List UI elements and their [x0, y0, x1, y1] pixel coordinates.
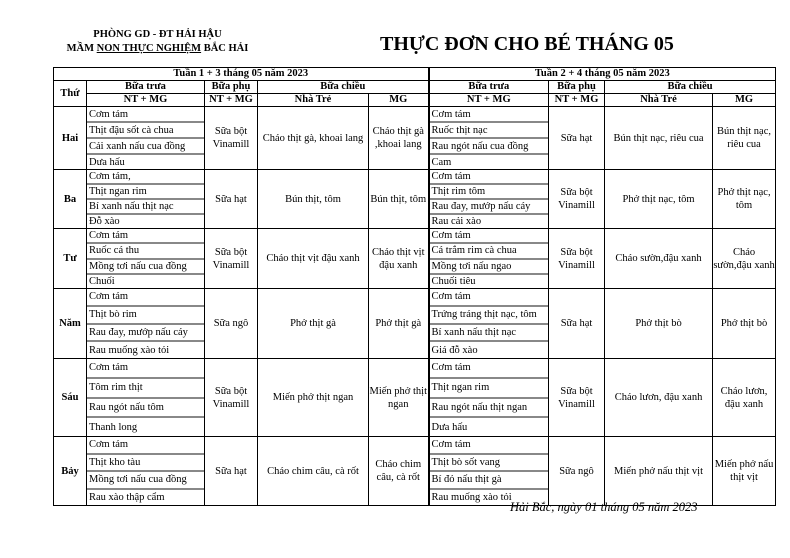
lunch-cell: [87, 107, 205, 170]
school-name-part: BẮC HẢI: [201, 43, 249, 54]
table-row: [54, 437, 776, 506]
lunch-item: Cải xanh nấu cua đồng: [87, 139, 204, 155]
department-name: PHÒNG GD - ĐT HẢI HẬU: [93, 29, 222, 40]
day-label: Tư: [54, 229, 87, 289]
lunch-cell: [429, 229, 549, 289]
col-lunch: Bữa trưa: [429, 81, 549, 94]
lunch-cell: [87, 437, 205, 506]
school-name-part: MẦM: [66, 43, 97, 54]
lunch-cell: [87, 170, 205, 229]
col-snack: Bữa phụ: [549, 81, 605, 94]
signature-date: Hải Bắc, ngày 01 tháng 05 năm 2023: [510, 500, 698, 514]
snack-cell: Sữa ngô: [205, 289, 258, 359]
lunch-item: Dưa hấu: [431, 421, 468, 433]
col-lunch: Bữa trưa: [87, 81, 205, 94]
lunch-item: Rau đay, mướp nấu cáy: [430, 200, 549, 215]
lunch-cell: [429, 107, 549, 170]
lunch-item: Cá trắm rim cà chua: [430, 244, 549, 259]
lunch-item: Cam: [431, 156, 452, 168]
snack-cell: Sữa hạt: [205, 437, 258, 506]
lunch-cell: [429, 437, 549, 506]
lunch-item: Bí xanh nấu thịt nạc: [87, 200, 204, 215]
table-row: [54, 229, 776, 289]
nha-tre-cell: Cháo thịt vịt đậu xanh: [258, 229, 369, 289]
lunch-item: Cơm tám: [430, 170, 549, 185]
sub-mg: MG: [713, 94, 776, 107]
lunch-item: Dưa hấu: [89, 156, 125, 168]
lunch-item: Mồng tơi nấu cua đồng: [87, 260, 204, 275]
lunch-cell: [429, 170, 549, 229]
mg-cell: Cháo chim câu, cà rốt: [369, 437, 429, 506]
lunch-item: Rau ngót nấu tôm: [87, 399, 204, 419]
lunch-item: Cơm tám: [87, 437, 204, 455]
sub-nt-mg: NT + MG: [87, 94, 205, 107]
nha-tre-cell: Phở thịt nạc, tôm: [605, 170, 713, 229]
lunch-item: Thịt rim tôm: [430, 185, 549, 200]
snack-cell: Sữa bột Vinamill: [205, 107, 258, 170]
school-name: [60, 42, 255, 56]
mg-cell: Miến phở nấu thịt vịt: [713, 437, 776, 506]
snack-cell: Sữa bột Vinamill: [549, 359, 605, 437]
mg-cell: Miến phở thịt ngan: [369, 359, 429, 437]
sub-nt-mg: NT + MG: [429, 94, 549, 107]
snack-cell: Sữa hạt: [549, 289, 605, 359]
lunch-item: Cơm tám: [430, 229, 549, 244]
lunch-item: Cơm tám: [430, 359, 549, 379]
menu-table: [53, 67, 776, 506]
day-label: Hai: [54, 107, 87, 170]
lunch-item: Cơm tám: [430, 107, 549, 123]
table-row: [54, 289, 776, 359]
lunch-item: Cơm tám: [87, 359, 204, 379]
lunch-item: Cơm tám: [87, 289, 204, 307]
nha-tre-cell: Phở thịt bò: [605, 289, 713, 359]
lunch-item: Ruốc thịt nạc: [430, 123, 549, 139]
mg-cell: Phở thịt gà: [369, 289, 429, 359]
mg-cell: Cháo thịt gà ,khoai lang: [369, 107, 429, 170]
lunch-cell: [87, 289, 205, 359]
lunch-cell: [87, 359, 205, 437]
col-snack: Bữa phụ: [205, 81, 258, 94]
col-afternoon: Bữa chiều: [605, 81, 776, 94]
snack-cell: Sữa hạt: [549, 107, 605, 170]
lunch-item: Giá đỗ xào: [431, 344, 478, 356]
table-row: [54, 170, 776, 229]
table-row: [54, 107, 776, 170]
lunch-item: Thịt bò sốt vang: [430, 455, 549, 473]
mg-cell: Bún thịt nạc, riêu cua: [713, 107, 776, 170]
school-name-underlined: NON THỰC NGHIỆM: [96, 43, 202, 54]
lunch-item: Thịt ngan rim: [87, 185, 204, 200]
mg-cell: Cháo sườn,đậu xanh: [713, 229, 776, 289]
col-day: Thứ: [54, 81, 87, 107]
sub-mg: MG: [369, 94, 429, 107]
day-label: Sáu: [54, 359, 87, 437]
lunch-item: Cơm tám,: [87, 170, 204, 185]
nha-tre-cell: Phở thịt gà: [258, 289, 369, 359]
nha-tre-cell: Cháo chim câu, cà rốt: [258, 437, 369, 506]
nha-tre-cell: Bún thịt nạc, riêu cua: [605, 107, 713, 170]
snack-cell: Sữa bột Vinamill: [549, 229, 605, 289]
lunch-item: Trứng tráng thịt nạc, tôm: [430, 307, 549, 325]
lunch-item: Rau muống xào tỏi: [431, 491, 512, 503]
mg-cell: Phở thịt nạc, tôm: [713, 170, 776, 229]
lunch-item: Thịt ngan rim: [430, 379, 549, 399]
nha-tre-cell: Cháo sườn,đậu xanh: [605, 229, 713, 289]
lunch-item: Bí đỏ nấu thịt gà: [430, 472, 549, 490]
lunch-item: Rau ngót nấu thịt ngan: [430, 399, 549, 419]
week2-title: Tuần 2 + 4 tháng 05 năm 2023: [429, 68, 776, 81]
lunch-item: Cơm tám: [87, 229, 204, 244]
mg-cell: Phở thịt bò: [713, 289, 776, 359]
mg-cell: Cháo lươn, đậu xanh: [713, 359, 776, 437]
lunch-item: Mồng tơi nấu cua đồng: [87, 472, 204, 490]
week1-title: Tuần 1 + 3 tháng 05 năm 2023: [54, 68, 429, 81]
lunch-item: Chuối tiêu: [431, 275, 476, 287]
lunch-item: Cơm tám: [430, 437, 549, 455]
lunch-cell: [429, 289, 549, 359]
lunch-item: Thịt bò rim: [87, 307, 204, 325]
sub-nt-mg: NT + MG: [549, 94, 605, 107]
snack-cell: Sữa bột Vinamill: [549, 170, 605, 229]
sub-nt-mg: NT + MG: [205, 94, 258, 107]
lunch-item: Rau đay, mướp nấu cáy: [87, 325, 204, 343]
day-label: Năm: [54, 289, 87, 359]
lunch-item: Rau ngót nấu cua đồng: [430, 139, 549, 155]
table-row: [54, 359, 776, 437]
organization-header: [60, 28, 255, 56]
lunch-cell: [87, 229, 205, 289]
lunch-cell: [429, 359, 549, 437]
lunch-item: Mồng tơi nấu ngao: [430, 260, 549, 275]
nha-tre-cell: Cháo thịt gà, khoai lang: [258, 107, 369, 170]
lunch-item: Cơm tám: [87, 107, 204, 123]
lunch-item: Cơm tám: [430, 289, 549, 307]
lunch-item: Thanh long: [89, 421, 138, 433]
lunch-item: Chuối: [89, 275, 115, 287]
col-afternoon: Bữa chiều: [258, 81, 429, 94]
snack-cell: Sữa bột Vinamill: [205, 229, 258, 289]
mg-cell: Bún thịt, tôm: [369, 170, 429, 229]
mg-cell: Cháo thịt vịt đậu xanh: [369, 229, 429, 289]
lunch-item: Thịt kho tàu: [87, 455, 204, 473]
lunch-item: Rau cải xào: [431, 216, 482, 227]
lunch-item: Ruốc cá thu: [87, 244, 204, 259]
lunch-item: Rau xào thập cẩm: [89, 491, 165, 503]
snack-cell: Sữa hạt: [205, 170, 258, 229]
lunch-item: Đỗ xào: [89, 216, 120, 227]
day-label: Bảy: [54, 437, 87, 506]
lunch-item: Bí xanh nấu thịt nạc: [430, 325, 549, 343]
sub-nha-tre: Nhà Trẻ: [258, 94, 369, 107]
nha-tre-cell: Miến phở thịt ngan: [258, 359, 369, 437]
lunch-item: Rau muống xào tỏi: [89, 344, 170, 356]
nha-tre-cell: Bún thịt, tôm: [258, 170, 369, 229]
lunch-item: Tôm rim thịt: [87, 379, 204, 399]
page-title: THỰC ĐƠN CHO BÉ THÁNG 05: [380, 33, 674, 55]
nha-tre-cell: Cháo lươn, đậu xanh: [605, 359, 713, 437]
nha-tre-cell: Miến phở nấu thịt vịt: [605, 437, 713, 506]
snack-cell: Sữa bột Vinamill: [205, 359, 258, 437]
lunch-item: Thịt đậu sốt cà chua: [87, 123, 204, 139]
day-label: Ba: [54, 170, 87, 229]
snack-cell: Sữa ngô: [549, 437, 605, 506]
sub-nha-tre: Nhà Trẻ: [605, 94, 713, 107]
